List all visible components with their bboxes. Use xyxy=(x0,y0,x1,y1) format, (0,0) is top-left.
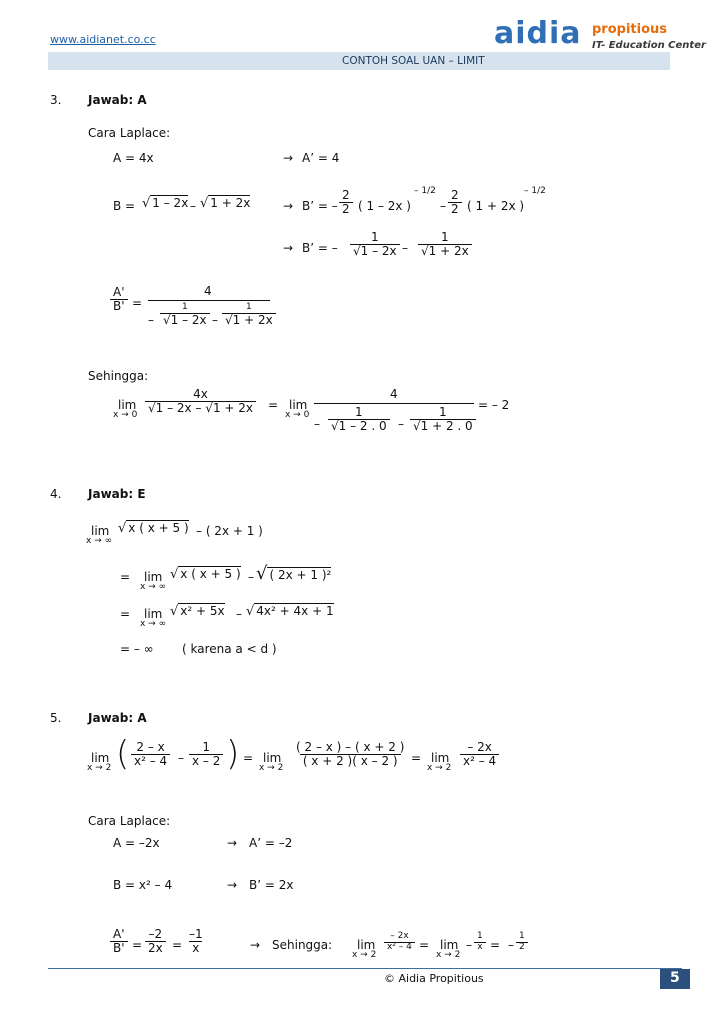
q5-r-eq1: = xyxy=(132,938,143,952)
q3-sehingga: Sehingga: xyxy=(88,369,149,383)
sqrt-icon: √ xyxy=(246,604,255,619)
q3-b-prime-prefix: B’ = – xyxy=(302,199,338,213)
q3-lim2-num: 4 xyxy=(390,387,398,401)
q3-b2-minus: – xyxy=(402,241,408,255)
q5-f2: $\frac{1}{x - 2}$ xyxy=(189,741,223,768)
logo-tagline: IT- Education Center xyxy=(592,40,706,51)
q5-s-eq2: = xyxy=(490,938,501,952)
q3-b-sqrt1 xyxy=(142,196,188,211)
q4-eq2: = xyxy=(120,570,131,584)
q4-line1-tail: – ( 2x + 1 ) xyxy=(196,524,263,538)
q5-final: $\frac{1}{2}$ xyxy=(516,932,528,953)
sqrt-icon: √ xyxy=(170,604,179,619)
q3-b-term2: ( 1 + 2x ) xyxy=(467,199,525,213)
q5-paren-open: ( xyxy=(116,734,130,774)
q5-f3: $\frac{( 2 - x ) - ( x + 2 )}{( x + 2 )( x - 2 )}$ xyxy=(296,740,405,769)
q3-ratio-eq: = xyxy=(132,296,143,310)
q4-lim2: lim xyxy=(144,570,163,584)
q5-sehingga: Sehingga: xyxy=(272,938,333,952)
q3-ratio-d1: 1 √1 – 2x xyxy=(160,303,210,327)
q4-lim1: lim xyxy=(91,524,110,538)
q4-answer: Jawab: E xyxy=(88,487,146,501)
q5-s-eq1: = xyxy=(419,938,430,952)
q4-line2-sqrt2 xyxy=(256,563,331,584)
q3-lim2-d1: $\frac{1}{√1 - 2 . 0}$ xyxy=(328,406,390,433)
q3-b-frac2: $\frac{2}{2}$ xyxy=(448,189,462,216)
q3-ratio-minus-lead: – xyxy=(148,313,154,327)
q5-answer: Jawab: A xyxy=(88,711,147,725)
q5-f-minus: – xyxy=(178,751,184,765)
q5-lim2: lim xyxy=(263,751,282,765)
q4-lim2-sub: x → ∞ xyxy=(140,582,167,592)
sqrt-icon: √ xyxy=(170,567,179,582)
q3-a-prime: A’ = 4 xyxy=(302,151,340,165)
arrow-icon: → xyxy=(250,938,261,952)
q3-lim2-minus: – xyxy=(398,417,404,431)
arrow-icon: → xyxy=(283,241,294,255)
arrow-icon: → xyxy=(283,199,294,213)
q5-r3: $\frac{-1}{x}$ xyxy=(189,927,203,956)
q5-f1: $\frac{2 - x}{\text{x² – 4}}$ xyxy=(131,741,170,768)
q4-lim3: lim xyxy=(144,607,163,621)
q4-line3-rad1: x² + 5x xyxy=(180,604,225,618)
logo-aidia: aidia xyxy=(494,16,582,51)
q4-line4-reason: ( karena a < d ) xyxy=(182,642,277,656)
q3-b2-frac2: $\frac{1}{√1 + 2x}$ xyxy=(418,231,472,258)
q5-method: Cara Laplace: xyxy=(88,814,171,828)
q3-b-exp1: – 1/2 xyxy=(414,186,436,196)
q5-lim1: lim xyxy=(91,751,110,765)
q3-b2-prefix: B’ = – xyxy=(302,241,338,255)
footer-copyright: © Aidia Propitious xyxy=(384,972,484,985)
q3-ratio: $\frac{A'}{B'}$ xyxy=(110,286,128,313)
q5-a-prime: A’ = –2 xyxy=(249,836,293,850)
q5-paren-close: ) xyxy=(226,734,240,774)
q5-eq2: = xyxy=(411,751,422,765)
q4-line3-sqrt2 xyxy=(246,604,334,619)
arrow-icon: → xyxy=(283,151,294,165)
q5-s1: $\frac{- 2x}{\text{x² – 4}}$ xyxy=(384,932,415,953)
header-subtitle: CONTOH SOAL UAN – LIMIT xyxy=(342,55,485,67)
q5-r2: $\frac{-2}{2x}$ xyxy=(145,928,166,955)
q3-lim2-sub: x → 0 xyxy=(285,410,310,420)
q5-b-eq: B = x² – 4 xyxy=(113,878,173,892)
q5-s-lim2-sub: x → 2 xyxy=(436,950,461,960)
q3-b-term1: ( 1 – 2x ) xyxy=(358,199,411,213)
q5-a-eq: A = –2x xyxy=(113,836,160,850)
q4-number: 4. xyxy=(50,487,62,501)
q5-lim2-sub: x → 2 xyxy=(259,763,284,773)
q5-f4: $\frac{- 2x}{\text{x² – 4}}$ xyxy=(460,741,499,768)
sqrt-icon: √ xyxy=(200,196,209,211)
q5-r-eq2: = xyxy=(172,938,183,952)
q4-line3-sqrt1 xyxy=(170,604,225,619)
q3-lim2: lim xyxy=(289,398,308,412)
q5-lim1-sub: x → 2 xyxy=(87,763,112,773)
q5-lim3-sub: x → 2 xyxy=(427,763,452,773)
q5-s-lim1-sub: x → 2 xyxy=(352,950,377,960)
arrow-icon: → xyxy=(227,878,238,892)
q3-ratio-top: 4 xyxy=(204,284,212,298)
q5-ratio: $\frac{A'}{B'}$ xyxy=(110,928,128,955)
q4-line1-rad: x ( x + 5 ) xyxy=(128,521,189,535)
q4-line3-minus: – xyxy=(236,607,242,621)
q3-b-exp2: – 1/2 xyxy=(524,186,546,196)
q5-s-minus2: – xyxy=(508,938,514,952)
q3-b-sqrt2 xyxy=(200,196,250,211)
q3-lim2-bar xyxy=(314,403,474,404)
q5-s-lim2: lim xyxy=(440,938,459,952)
q3-result: = – 2 xyxy=(478,398,510,412)
q3-lim1-frac: $\frac{4x}{√1 - 2x - √1 + 2x}$ xyxy=(145,388,256,415)
q3-ratio-bar xyxy=(148,300,270,301)
q4-line2-rad1: x ( x + 5 ) xyxy=(180,567,241,581)
q4-lim3-sub: x → ∞ xyxy=(140,619,167,629)
q3-lim2-lead-minus: – xyxy=(314,417,320,431)
q3-b-mid-minus: – xyxy=(440,199,446,213)
q3-b-rad1: 1 – 2x xyxy=(152,196,189,210)
q5-eq1: = xyxy=(243,751,254,765)
arrow-icon: → xyxy=(227,836,238,850)
footer-rule xyxy=(48,968,682,969)
q4-line3-rad2: 4x² + 4x + 1 xyxy=(256,604,334,618)
q4-lim1-sub: x → ∞ xyxy=(86,536,113,546)
q5-s-lim1: lim xyxy=(357,938,376,952)
q3-b-rad2: 1 + 2x xyxy=(210,196,251,210)
q3-b2-frac1: $\frac{1}{√1 - 2x}$ xyxy=(350,231,400,258)
q3-number: 3. xyxy=(50,93,62,107)
q3-answer: Jawab: A xyxy=(88,93,147,107)
q3-ratio-d2: 1 √1 + 2x xyxy=(222,303,276,327)
q5-b-prime: B’ = 2x xyxy=(249,878,294,892)
q3-ratio-minus: – xyxy=(212,313,218,327)
sqrt-icon: √ xyxy=(256,563,268,584)
q5-s-minus1: – xyxy=(466,938,472,952)
q5-number: 5. xyxy=(50,711,62,725)
q3-method: Cara Laplace: xyxy=(88,126,171,140)
sqrt-icon: √ xyxy=(142,196,151,211)
footer-page-number: 5 xyxy=(670,970,680,986)
header-url[interactable]: www.aidianet.co.cc xyxy=(50,33,156,46)
q3-lim1: lim xyxy=(118,398,137,412)
q4-line1-sqrt xyxy=(118,521,189,536)
q3-lim1-sub: x → 0 xyxy=(113,410,138,420)
logo-brand: propitious xyxy=(592,22,668,37)
q4-eq3: = xyxy=(120,607,131,621)
sqrt-icon: √ xyxy=(118,521,127,536)
q3-b-frac: $\frac{2}{2}$ xyxy=(339,189,353,216)
q4-line4-value: = – ∞ xyxy=(120,642,154,656)
q5-lim3: lim xyxy=(431,751,450,765)
q3-b-minus: – xyxy=(190,199,196,213)
q3-eq1: = xyxy=(268,398,279,412)
q3-lim2-d2: $\frac{1}{√1 + 2 . 0}$ xyxy=(410,406,476,433)
q3-b-prefix: B = xyxy=(113,199,136,213)
q4-line2-minus: – xyxy=(248,570,254,584)
q3-a-eq: A = 4x xyxy=(113,151,154,165)
q4-line2-rad2: ( 2x + 1 )² xyxy=(269,568,332,582)
q5-s2: $\frac{1}{x}$ xyxy=(474,932,486,953)
q4-line2-sqrt1 xyxy=(170,567,241,582)
